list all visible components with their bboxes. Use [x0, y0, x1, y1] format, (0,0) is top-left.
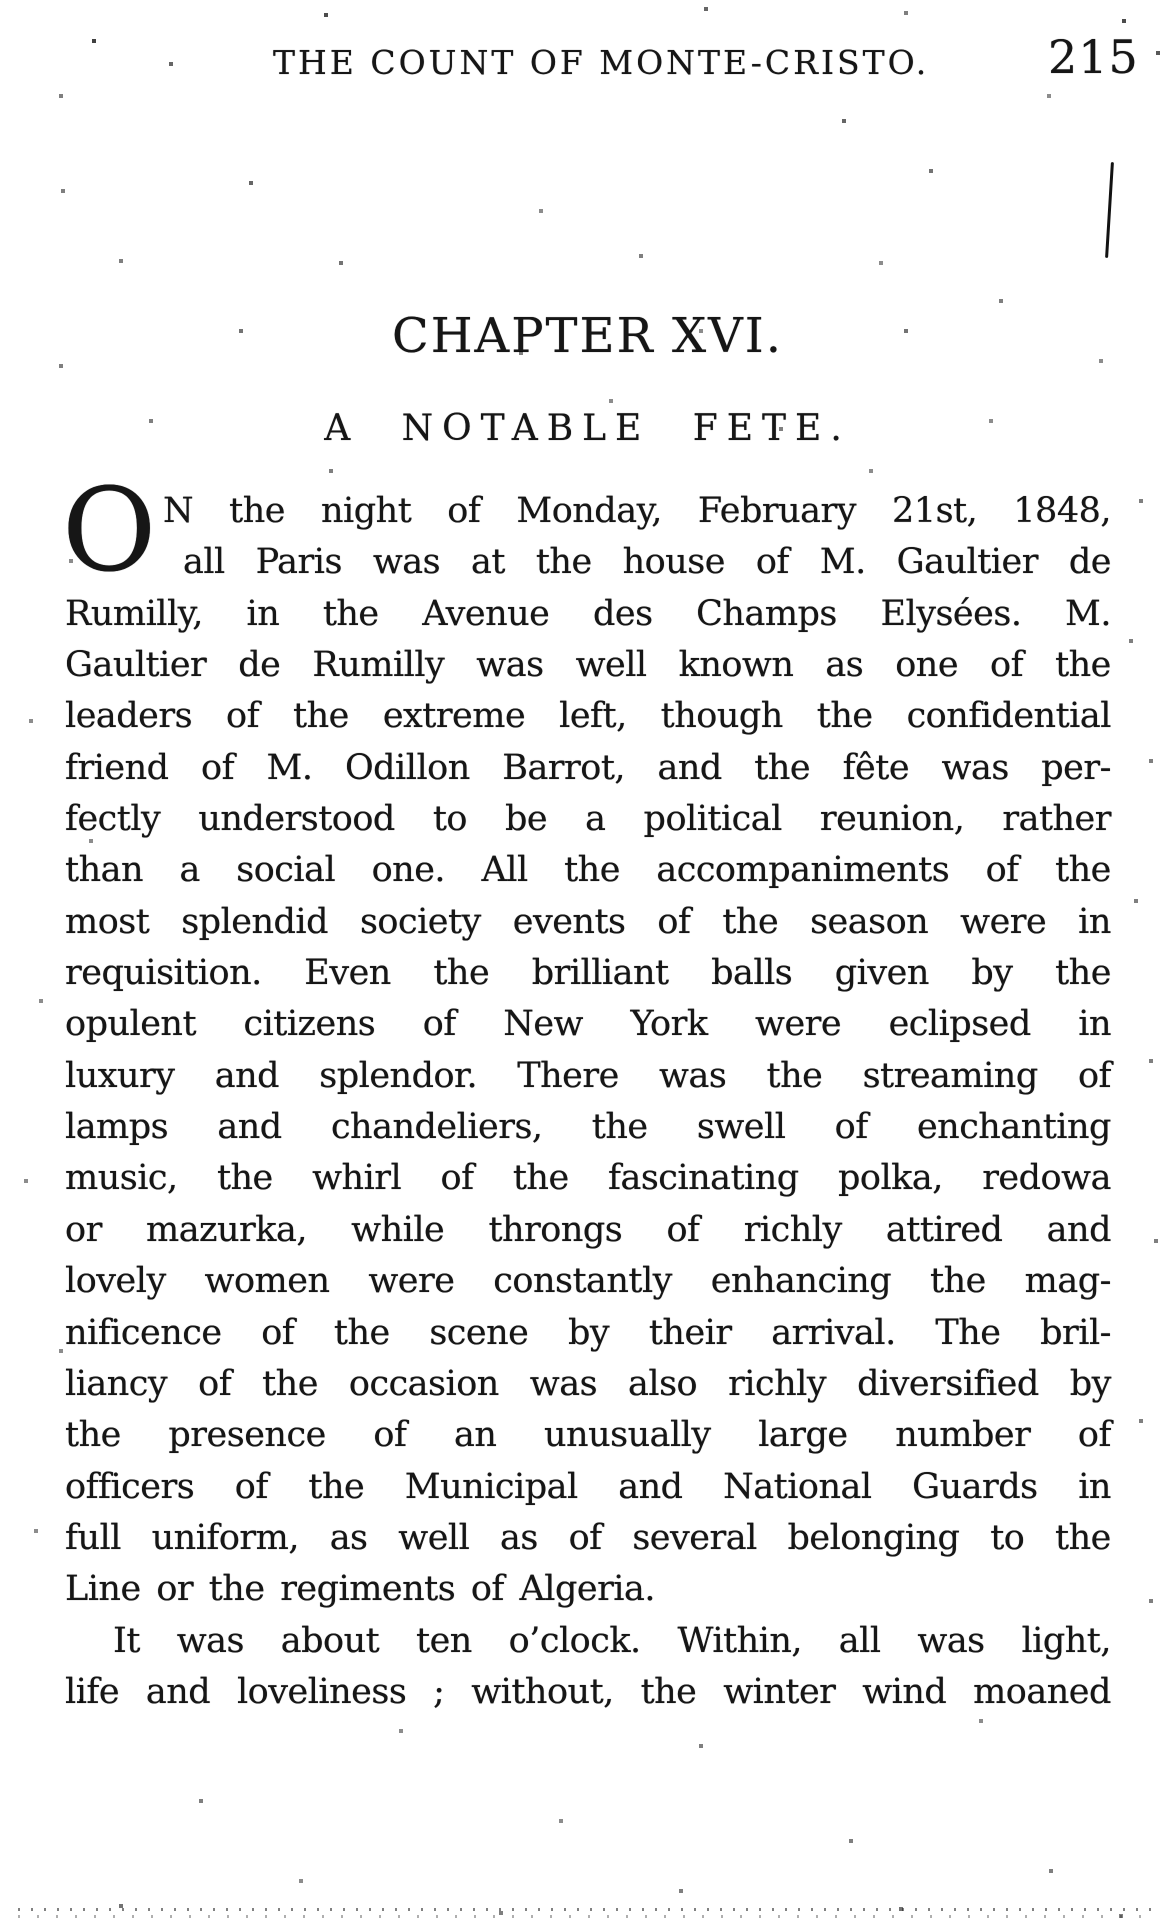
- text-line: Gaultier de Rumilly was well known as one of the: [65, 645, 1111, 686]
- text-line: or mazurka, while throngs of richly attired and: [65, 1209, 1111, 1250]
- text-line: fectly understood to be a political reunion, rather: [65, 799, 1111, 840]
- text-line: friend of M. Odillon Barrot, and the fête was per-: [65, 747, 1111, 788]
- text-line: officers of the Municipal and National Guards in: [65, 1466, 1111, 1507]
- drop-cap: O: [62, 464, 157, 598]
- text-line: It was about ten o’clock. Within, all was light,: [113, 1620, 1111, 1661]
- chapter-heading: CHAPTER XVI.: [391, 308, 784, 364]
- text-line: liancy of the occasion was also richly diversified by: [65, 1363, 1111, 1404]
- text-line: Rumilly, in the Avenue des Champs Elysées. M.: [65, 593, 1111, 634]
- bottom-edge-speckles: [18, 1915, 1158, 1918]
- text-line: N the night of Monday, February 21st, 1848,: [163, 491, 1111, 531]
- text-line: opulent citizens of New York were eclipsed in: [65, 1004, 1111, 1045]
- text-line: music, the whirl of the fascinating polka, redowa: [65, 1158, 1111, 1199]
- text-line: life and loveliness ; without, the winter wind moaned: [65, 1671, 1111, 1712]
- text-line: most splendid society events of the season were in: [65, 901, 1111, 942]
- bottom-edge-speckles: [18, 1908, 1158, 1911]
- text-line: than a social one. All the accompaniments of the: [65, 850, 1111, 891]
- text-line: nificence of the scene by their arrival. The bril-: [65, 1312, 1111, 1353]
- text-line: all Paris was at the house of M. Gaultier de: [183, 542, 1111, 583]
- text-line: full uniform, as well as of several belonging to the: [65, 1517, 1111, 1558]
- text-line: luxury and splendor. There was the streaming of: [65, 1055, 1111, 1096]
- scan-noise: [0, 0, 2, 2]
- body-text: [65, 486, 1111, 1718]
- text-line: lamps and chandeliers, the swell of enchanting: [65, 1107, 1111, 1148]
- chapter-subtitle: A NOTABLE FETE.: [324, 408, 851, 449]
- text-line: the presence of an unusually large number of: [65, 1415, 1111, 1456]
- scan-artifact-line: [1105, 162, 1114, 258]
- text-line: leaders of the extreme left, though the confidential: [65, 696, 1111, 737]
- text-line: lovely women were constantly enhancing the mag-: [65, 1261, 1111, 1302]
- running-title: THE COUNT OF MONTE-CRISTO.: [273, 43, 930, 82]
- text-line: Line or the regiments of Algeria.: [65, 1569, 655, 1610]
- text-line: requisition. Even the brilliant balls given by the: [65, 953, 1111, 994]
- page-number: 215: [1048, 30, 1139, 84]
